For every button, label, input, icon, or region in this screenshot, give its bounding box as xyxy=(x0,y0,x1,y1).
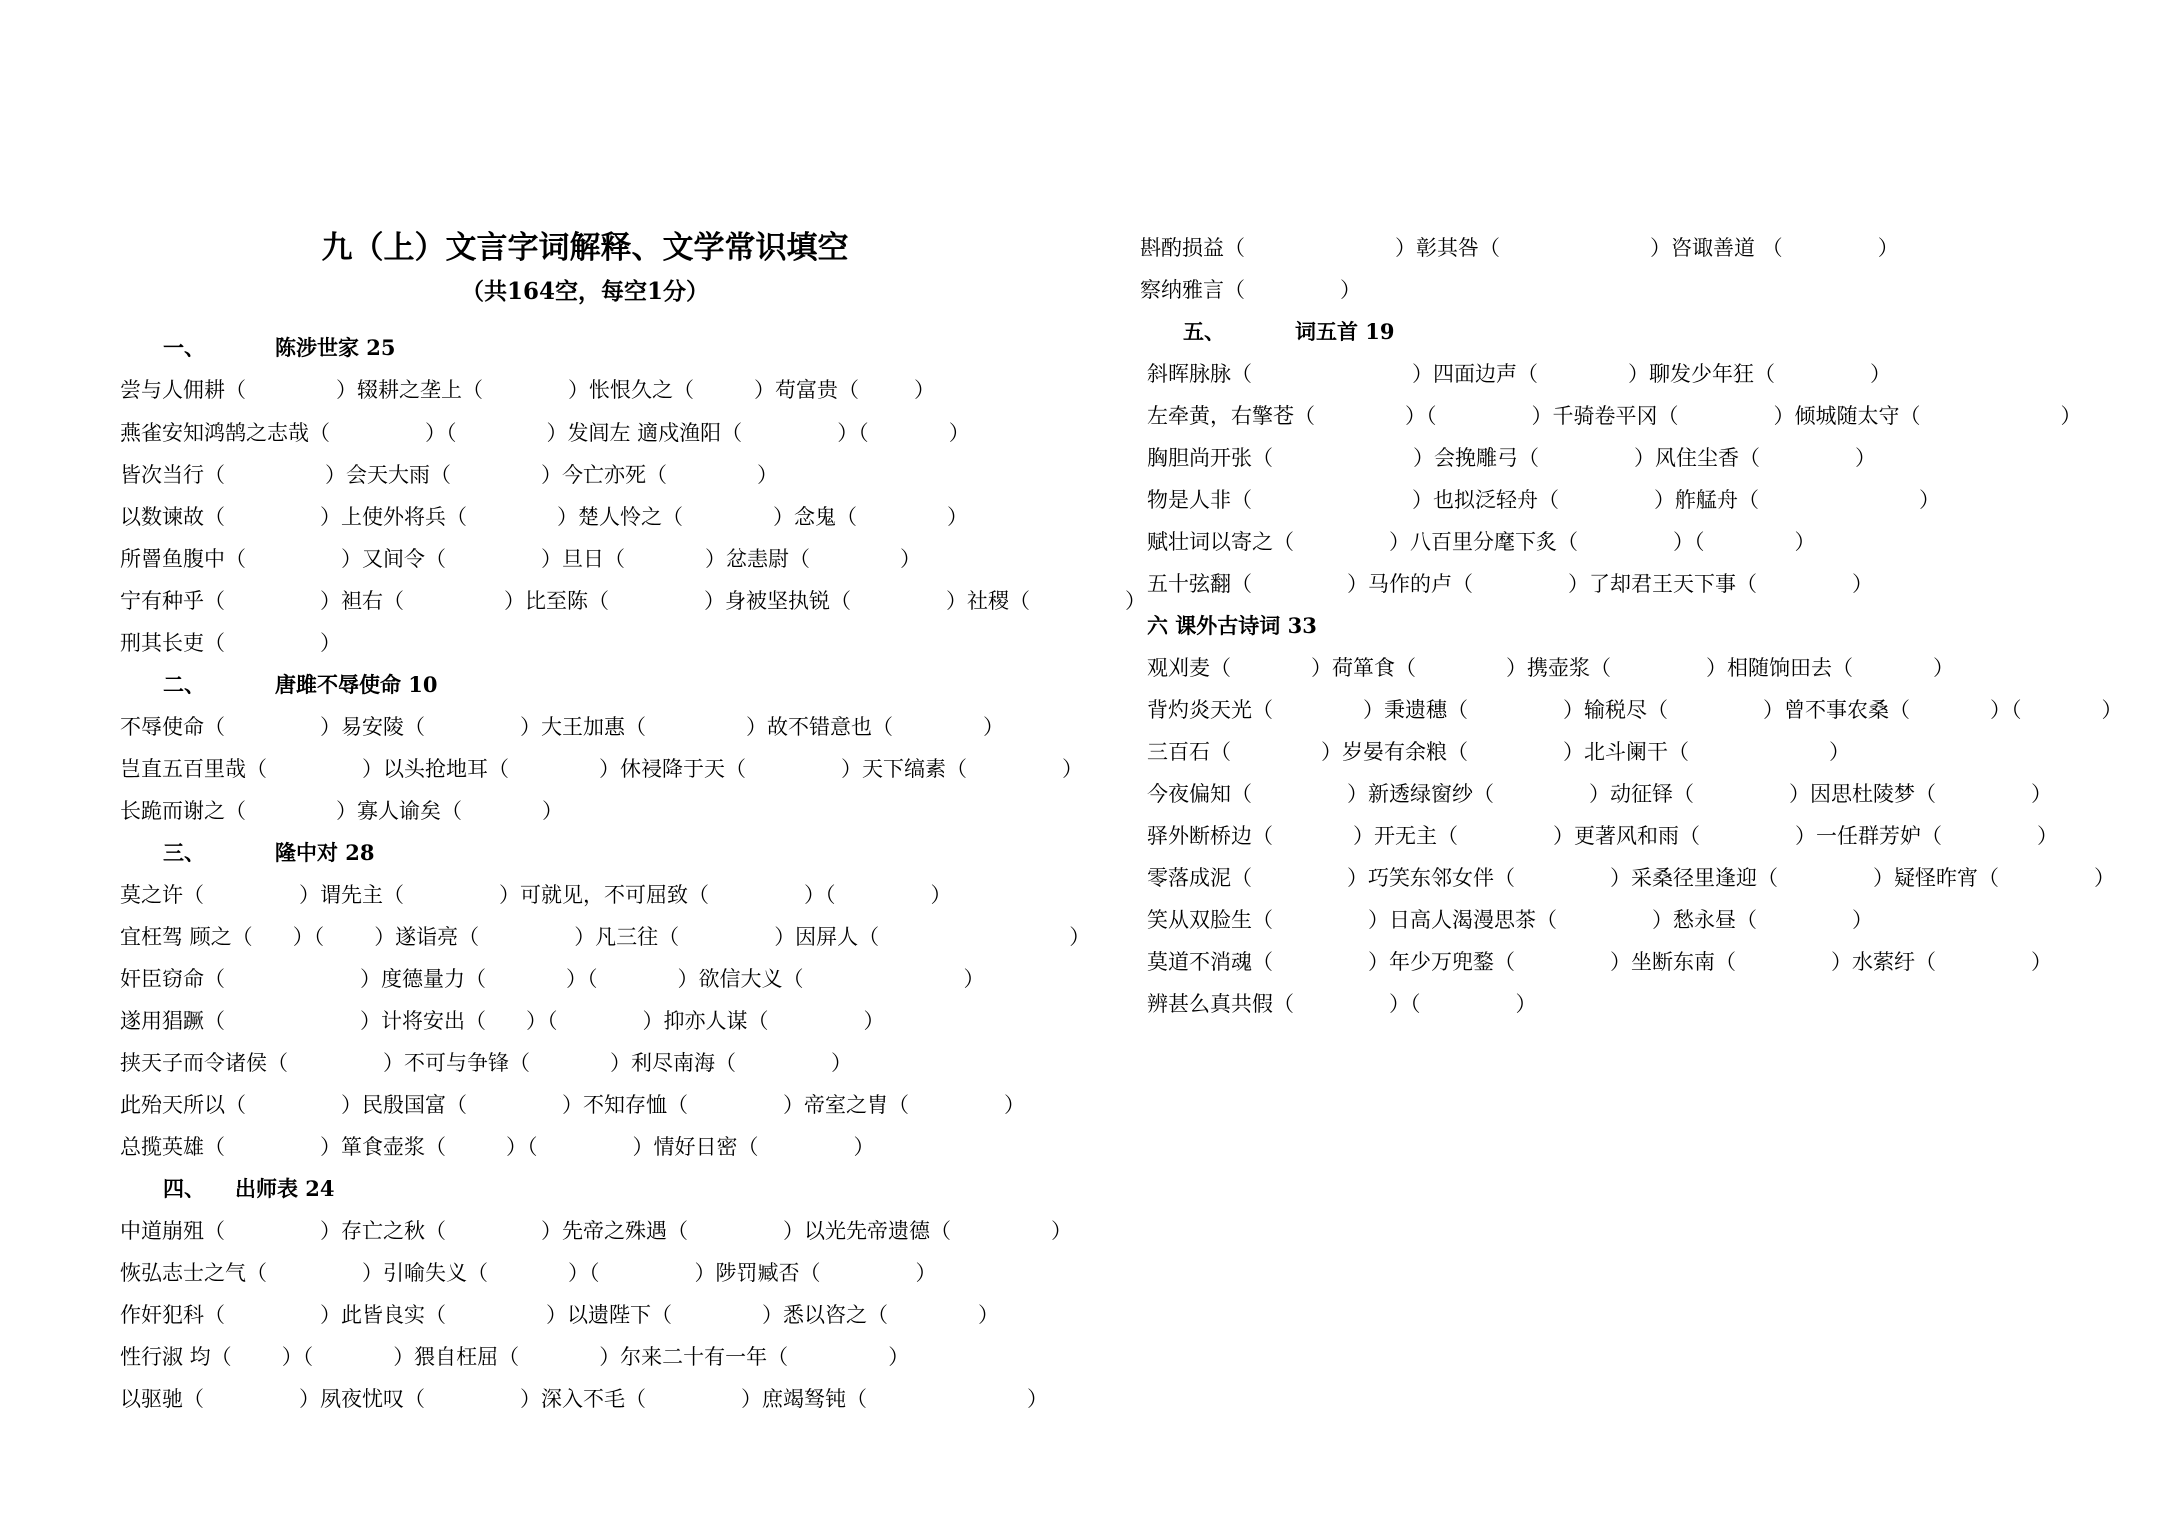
question-text: ）（ xyxy=(566,967,598,991)
question-text: ） xyxy=(831,1051,852,1075)
question-text: 今夜偏知（ xyxy=(1147,782,1252,806)
question-text: ）坐断东南（ xyxy=(1610,950,1736,974)
question-text: ）会挽雕弓（ xyxy=(1413,446,1539,470)
question-text: ）抑亦人谋（ xyxy=(642,1009,769,1033)
question-text: ） xyxy=(1855,446,1876,470)
question-text: ）发闾左 適戍渔阳（ xyxy=(546,421,743,445)
question-text: ） xyxy=(2031,782,2052,806)
question-text: ）曾不事农桑（ xyxy=(1763,698,1910,722)
question-text: ） xyxy=(1004,1093,1025,1117)
question-text: 二、 xyxy=(163,672,205,697)
question-text: 三百石（ xyxy=(1147,740,1231,764)
question-text: ）又间令（ xyxy=(341,547,446,571)
question-text: ） xyxy=(1515,992,1537,1016)
question-text: ）深入不毛（ xyxy=(520,1387,646,1411)
question-line xyxy=(1147,527,1816,557)
question-text: ）以头抢地耳（ xyxy=(362,757,509,781)
question-line xyxy=(120,1258,937,1288)
question-line xyxy=(120,586,1146,616)
question-text: ） xyxy=(1919,488,1940,512)
question-line xyxy=(120,712,1004,742)
question-text: 背灼炎天光（ xyxy=(1147,698,1273,722)
question-line xyxy=(120,1342,909,1372)
question-line xyxy=(1147,653,1954,683)
question-text: ）（ xyxy=(292,925,325,949)
question-text: ） xyxy=(320,631,341,655)
question-text: ） xyxy=(1852,572,1873,596)
question-text: ）输税尽（ xyxy=(1563,698,1668,722)
question-text: ）辍耕之垄上（ xyxy=(336,378,483,402)
question-text: 宁有种乎（ xyxy=(120,589,225,613)
question-text: ） xyxy=(978,1303,999,1327)
question-text: ）利尽南海（ xyxy=(610,1051,736,1075)
question-text: ）（ xyxy=(526,1009,558,1033)
question-text: ）怅恨久之（ xyxy=(568,378,694,402)
question-text: ）存亡之秋（ xyxy=(320,1219,446,1243)
question-text: ）计将安出（ xyxy=(360,1009,486,1033)
question-text: ） xyxy=(757,463,778,487)
section-heading xyxy=(1183,317,1395,347)
question-text: ）倾城随太守（ xyxy=(1773,404,1921,428)
question-text: 燕雀安知鸿鹄之志哉（ xyxy=(120,421,330,445)
question-line xyxy=(1147,359,1891,389)
question-text: ）（ xyxy=(804,883,836,907)
question-text: ）水萦纡（ xyxy=(1831,950,1936,974)
question-text: ）动征铎（ xyxy=(1589,782,1694,806)
question-line xyxy=(120,880,952,910)
question-line xyxy=(1147,695,2123,725)
section-heading xyxy=(1147,611,1317,641)
question-text: ） xyxy=(1877,236,1899,260)
question-text: ）（ xyxy=(425,421,457,445)
question-text: 宜枉驾 顾之（ xyxy=(120,925,253,949)
question-text: ） xyxy=(1870,362,1891,386)
question-text: ）帝室之胄（ xyxy=(783,1093,909,1117)
question-text: ）情好日密（ xyxy=(632,1135,759,1159)
question-text: ）今亡亦死（ xyxy=(541,463,667,487)
question-text: 以驱驰（ xyxy=(120,1387,204,1411)
question-text: ）易安陵（ xyxy=(320,715,425,739)
question-text: 笑从双脸生（ xyxy=(1147,908,1273,932)
question-text: ）岁晏有余粮（ xyxy=(1321,740,1468,764)
question-text: ）因思杜陵梦（ xyxy=(1789,782,1936,806)
question-text: ）休祲降于天（ xyxy=(599,757,746,781)
question-text: ）苟富贵（ xyxy=(754,378,859,402)
question-text: ） xyxy=(963,967,985,991)
question-text: ） xyxy=(1933,656,1954,680)
question-text: 不辱使命（ xyxy=(120,715,225,739)
question-text: ）猥自枉屈（ xyxy=(393,1345,520,1369)
question-text: ）可就见，不可屈致（ xyxy=(499,883,709,907)
question-text: ）庶竭驽钝（ xyxy=(741,1387,867,1411)
question-text: 皆次当行（ xyxy=(120,463,225,487)
section-heading xyxy=(163,670,438,700)
question-text: ）（ xyxy=(1673,530,1705,554)
question-text: ）千骑卷平冈（ xyxy=(1531,404,1679,428)
question-line xyxy=(120,460,778,490)
question-text: 总揽英雄（ xyxy=(120,1135,225,1159)
question-text: ）旦日（ xyxy=(541,547,625,571)
question-text: 陈涉世家 25 xyxy=(275,335,396,360)
question-text: ） xyxy=(948,421,970,445)
question-text: ）上使外将兵（ xyxy=(320,505,467,529)
question-text: 所罾鱼腹中（ xyxy=(120,547,246,571)
question-text: ）（ xyxy=(837,421,869,445)
question-text: ）更著风和雨（ xyxy=(1553,824,1700,848)
question-line xyxy=(120,1048,852,1078)
question-text: ）开无主（ xyxy=(1353,824,1458,848)
question-text: ）箪食壶浆（ xyxy=(320,1135,446,1159)
question-line xyxy=(120,375,935,405)
question-text: 赋壮词以寄之（ xyxy=(1147,530,1294,554)
question-text: ）相随饷田去（ xyxy=(1706,656,1853,680)
section-heading xyxy=(163,333,396,363)
question-text: 辨甚么真共假（ xyxy=(1147,992,1294,1016)
question-text: ）（ xyxy=(281,1345,314,1369)
question-text: ）一任群芳妒（ xyxy=(1795,824,1942,848)
question-line xyxy=(120,418,970,448)
question-text: ）携壶浆（ xyxy=(1506,656,1611,680)
question-text: 挟天子而令诸侯（ xyxy=(120,1051,288,1075)
question-text: ）（ xyxy=(506,1135,538,1159)
question-text: ）袒右（ xyxy=(320,589,404,613)
question-text: 性行淑 均（ xyxy=(120,1345,232,1369)
question-text: ） xyxy=(1125,589,1146,613)
question-text: ）楚人怜之（ xyxy=(557,505,683,529)
question-text: ）民殷国富（ xyxy=(341,1093,467,1117)
question-text: 莫之许（ xyxy=(120,883,204,907)
question-text: 刑其长吏（ xyxy=(120,631,225,655)
question-text: 察纳雅言（ xyxy=(1140,278,1245,302)
question-line xyxy=(120,1216,1072,1246)
question-text: ） xyxy=(863,1009,885,1033)
question-text: 中道崩殂（ xyxy=(120,1219,225,1243)
question-text: ）（ xyxy=(1405,404,1437,428)
question-line xyxy=(1147,989,1537,1019)
question-text: ） xyxy=(983,715,1004,739)
question-text: ）凡三往（ xyxy=(574,925,680,949)
question-text: ）比至陈（ xyxy=(504,589,609,613)
question-text: ）因屏人（ xyxy=(774,925,880,949)
question-text: ） xyxy=(947,505,968,529)
question-text: ）日高人渴漫思茶（ xyxy=(1368,908,1557,932)
question-text: ）愁永昼（ xyxy=(1652,908,1757,932)
question-text: ） xyxy=(1062,757,1083,781)
question-text: 斜晖脉脉（ xyxy=(1147,362,1252,386)
question-text: ）忿恚尉（ xyxy=(705,547,810,571)
question-text: ）马作的卢（ xyxy=(1347,572,1473,596)
question-text: ） xyxy=(2101,698,2123,722)
question-text: ） xyxy=(914,378,935,402)
question-text: ）陟罚臧否（ xyxy=(694,1261,821,1285)
question-text: 遂用猖蹶（ xyxy=(120,1009,225,1033)
question-line xyxy=(1147,821,2058,851)
question-text: ）以遗陛下（ xyxy=(546,1303,672,1327)
question-text: ）彰其咎（ xyxy=(1395,236,1500,260)
question-text: ）咨诹善道 （ xyxy=(1650,236,1783,260)
question-text: ）大王加惠（ xyxy=(520,715,646,739)
question-text: ）遂诣亮（ xyxy=(374,925,480,949)
question-text: ）采桑径里逢迎（ xyxy=(1610,866,1778,890)
question-text: ）秉遗穗（ xyxy=(1363,698,1468,722)
question-text: 长跪而谢之（ xyxy=(120,799,246,823)
question-text: 胸胆尚开张（ xyxy=(1147,446,1273,470)
question-text: 斟酌损益（ xyxy=(1140,236,1245,260)
page-title: 九（上）文言字词解释、文学常识填空 xyxy=(321,230,849,266)
question-text: ）聊发少年狂（ xyxy=(1628,362,1775,386)
question-line xyxy=(120,964,985,994)
question-text: ） xyxy=(930,883,952,907)
question-text: ）不知存恤（ xyxy=(562,1093,688,1117)
question-line xyxy=(120,1300,999,1330)
question-line xyxy=(120,628,341,658)
question-text: ）疑怪昨宵（ xyxy=(1873,866,1999,890)
question-line xyxy=(1147,863,2115,893)
question-text: 作奸犯科（ xyxy=(120,1303,225,1327)
question-text: 出师表 24 xyxy=(235,1176,335,1201)
question-text: ） xyxy=(1794,530,1816,554)
question-text: ）也拟泛轻舟（ xyxy=(1412,488,1559,512)
question-text: ）了却君王天下事（ xyxy=(1568,572,1757,596)
question-text: ）念鬼（ xyxy=(773,505,857,529)
question-text: ）舴艋舟（ xyxy=(1654,488,1759,512)
question-text: 四、 xyxy=(163,1176,205,1201)
question-line xyxy=(1147,443,1876,473)
question-text: ）年少万兜鍪（ xyxy=(1368,950,1515,974)
question-text: ） xyxy=(542,799,563,823)
question-line xyxy=(120,1132,875,1162)
question-text: ）夙夜忧叹（ xyxy=(299,1387,425,1411)
question-text: ） xyxy=(2094,866,2115,890)
question-line xyxy=(120,1384,1048,1414)
question-text: ）引喻失义（ xyxy=(362,1261,488,1285)
question-text: 莫道不消魂（ xyxy=(1147,950,1273,974)
question-text: 左牵黄，右擎苍（ xyxy=(1147,404,1315,428)
question-text: ）先帝之殊遇（ xyxy=(541,1219,688,1243)
question-text: ）悉以咨之（ xyxy=(762,1303,888,1327)
question-text: ） xyxy=(1051,1219,1072,1243)
question-text: ） xyxy=(888,1345,910,1369)
question-text: 三、 xyxy=(163,840,205,865)
question-line xyxy=(1140,275,1361,305)
question-text: ）谓先主（ xyxy=(299,883,404,907)
question-text: ）身被坚执锐（ xyxy=(704,589,851,613)
question-line xyxy=(120,1006,885,1036)
question-line xyxy=(120,502,968,532)
question-text: ）会天大雨（ xyxy=(325,463,451,487)
question-text: 物是人非（ xyxy=(1147,488,1252,512)
question-text: ）北斗阑干（ xyxy=(1563,740,1689,764)
question-text: ）社稷（ xyxy=(946,589,1030,613)
question-text: ） xyxy=(2060,404,2082,428)
question-text: ） xyxy=(1829,740,1850,764)
page-subtitle: （共164空，每空1分） xyxy=(460,278,709,305)
question-line xyxy=(120,1090,1025,1120)
question-text: ）尔来二十有一年（ xyxy=(599,1345,789,1369)
question-text: 唐雎不辱使命 10 xyxy=(275,672,438,697)
question-line xyxy=(120,754,1083,784)
question-text: ）度德量力（ xyxy=(360,967,486,991)
question-text: 五、 xyxy=(1183,319,1225,344)
question-text: 以数谏故（ xyxy=(120,505,225,529)
question-line xyxy=(1147,569,1873,599)
question-text: ）天下缟素（ xyxy=(841,757,967,781)
question-line xyxy=(120,544,921,574)
question-text: ）新透绿窗纱（ xyxy=(1347,782,1494,806)
question-text: 奸臣窃命（ xyxy=(120,967,225,991)
question-line xyxy=(1147,947,2052,977)
question-text: ）（ xyxy=(1990,698,2022,722)
question-text: 观刈麦（ xyxy=(1147,656,1231,680)
question-line xyxy=(1147,485,1940,515)
question-text: ）不可与争锋（ xyxy=(383,1051,530,1075)
question-text: 隆中对 28 xyxy=(275,840,375,865)
question-text: 五十弦翻（ xyxy=(1147,572,1252,596)
question-line xyxy=(1147,905,1873,935)
question-text: ）（ xyxy=(1389,992,1421,1016)
question-text: 驿外断桥边（ xyxy=(1147,824,1273,848)
section-heading xyxy=(163,1174,335,1204)
question-text: ）八百里分麾下炙（ xyxy=(1389,530,1578,554)
question-text: ）风住尘香（ xyxy=(1634,446,1760,470)
question-text: ）欲信大义（ xyxy=(677,967,804,991)
question-text: ）四面边声（ xyxy=(1412,362,1538,386)
question-text: 尝与人佣耕（ xyxy=(120,378,246,402)
section-heading xyxy=(163,838,375,868)
question-text: 词五首 19 xyxy=(1295,319,1395,344)
question-text: ） xyxy=(1852,908,1873,932)
question-text: 一、 xyxy=(163,335,205,360)
question-text: ）此皆良实（ xyxy=(320,1303,446,1327)
question-line xyxy=(1147,737,1850,767)
question-text: ）故不错意也（ xyxy=(746,715,893,739)
question-text: 六 课外古诗词 33 xyxy=(1147,613,1317,638)
question-line xyxy=(120,922,1090,952)
question-text: ） xyxy=(915,1261,937,1285)
question-line xyxy=(1147,779,2052,809)
question-text: 恢弘志士之气（ xyxy=(120,1261,267,1285)
question-text: ）巧笑东邻女伴（ xyxy=(1347,866,1515,890)
question-text: ） xyxy=(1027,1387,1048,1411)
question-text: ）（ xyxy=(568,1261,600,1285)
question-text: ） xyxy=(900,547,921,571)
question-text: ） xyxy=(2037,824,2058,848)
question-line xyxy=(1140,233,1899,263)
question-text: ） xyxy=(1340,278,1361,302)
question-text: ） xyxy=(1069,925,1091,949)
question-text: ） xyxy=(853,1135,875,1159)
question-text: ）寡人谕矣（ xyxy=(336,799,462,823)
question-text: 此殆天所以（ xyxy=(120,1093,246,1117)
question-text: 岂直五百里哉（ xyxy=(120,757,267,781)
question-text: 零落成泥（ xyxy=(1147,866,1252,890)
question-line xyxy=(120,796,563,826)
question-text: ）以光先帝遗德（ xyxy=(783,1219,951,1243)
question-line xyxy=(1147,401,2082,431)
question-text: ） xyxy=(2031,950,2052,974)
question-text: ）荷箪食（ xyxy=(1311,656,1416,680)
